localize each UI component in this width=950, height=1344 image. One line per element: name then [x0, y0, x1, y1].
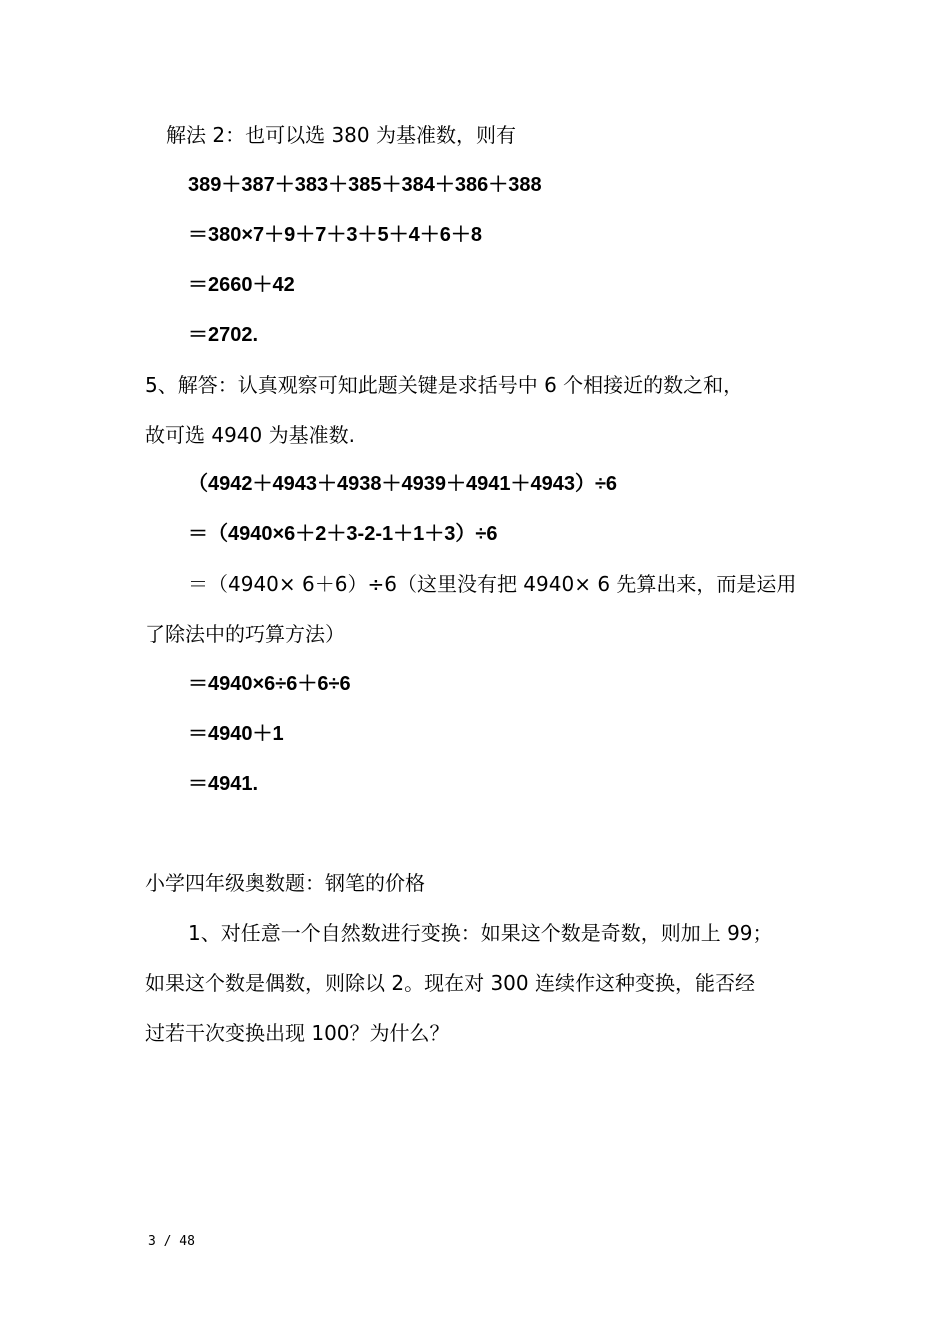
- equation-line: ＝（4940×6＋2＋3-2-1＋1＋3）÷6: [188, 523, 498, 545]
- problem1-paragraph: 过若干次变换出现 100？为什么？: [145, 1021, 450, 1045]
- answer5-paragraph: 5、解答：认真观察可知此题关键是求括号中 6 个相接近的数之和，: [145, 373, 744, 397]
- equation-line: ＝2660＋42: [188, 274, 295, 296]
- method2-intro: 解法 2：也可以选 380 为基准数，则有: [166, 123, 516, 147]
- page-number: 3 / 48: [148, 1234, 195, 1249]
- equation-line: ＝4940×6÷6＋6÷6: [188, 673, 351, 695]
- equation-line: ＝2702.: [188, 324, 259, 346]
- equation-line: 389＋387＋383＋385＋384＋386＋388: [188, 174, 542, 196]
- answer5-paragraph: 故可选 4940 为基准数.: [145, 423, 355, 447]
- section-title: 小学四年级奥数题：钢笔的价格: [145, 871, 425, 895]
- problem1-paragraph: 如果这个数是偶数，则除以 2。现在对 300 连续作这种变换，能否经: [145, 971, 755, 995]
- equation-note: 了除法中的巧算方法）: [145, 622, 345, 646]
- equation-line: （4942＋4943＋4938＋4939＋4941＋4943）÷6: [188, 473, 618, 495]
- equation-line: ＝（4940× 6＋6）÷6（这里没有把 4940× 6 先算出来，而是运用: [188, 572, 797, 596]
- equation-line: ＝380×7＋9＋7＋3＋5＋4＋6＋8: [188, 224, 483, 246]
- equation-line: ＝4941.: [188, 773, 259, 795]
- problem1-paragraph: 1、对任意一个自然数进行变换：如果这个数是奇数，则加上 99；: [188, 921, 773, 945]
- equation-line: ＝4940＋1: [188, 723, 284, 745]
